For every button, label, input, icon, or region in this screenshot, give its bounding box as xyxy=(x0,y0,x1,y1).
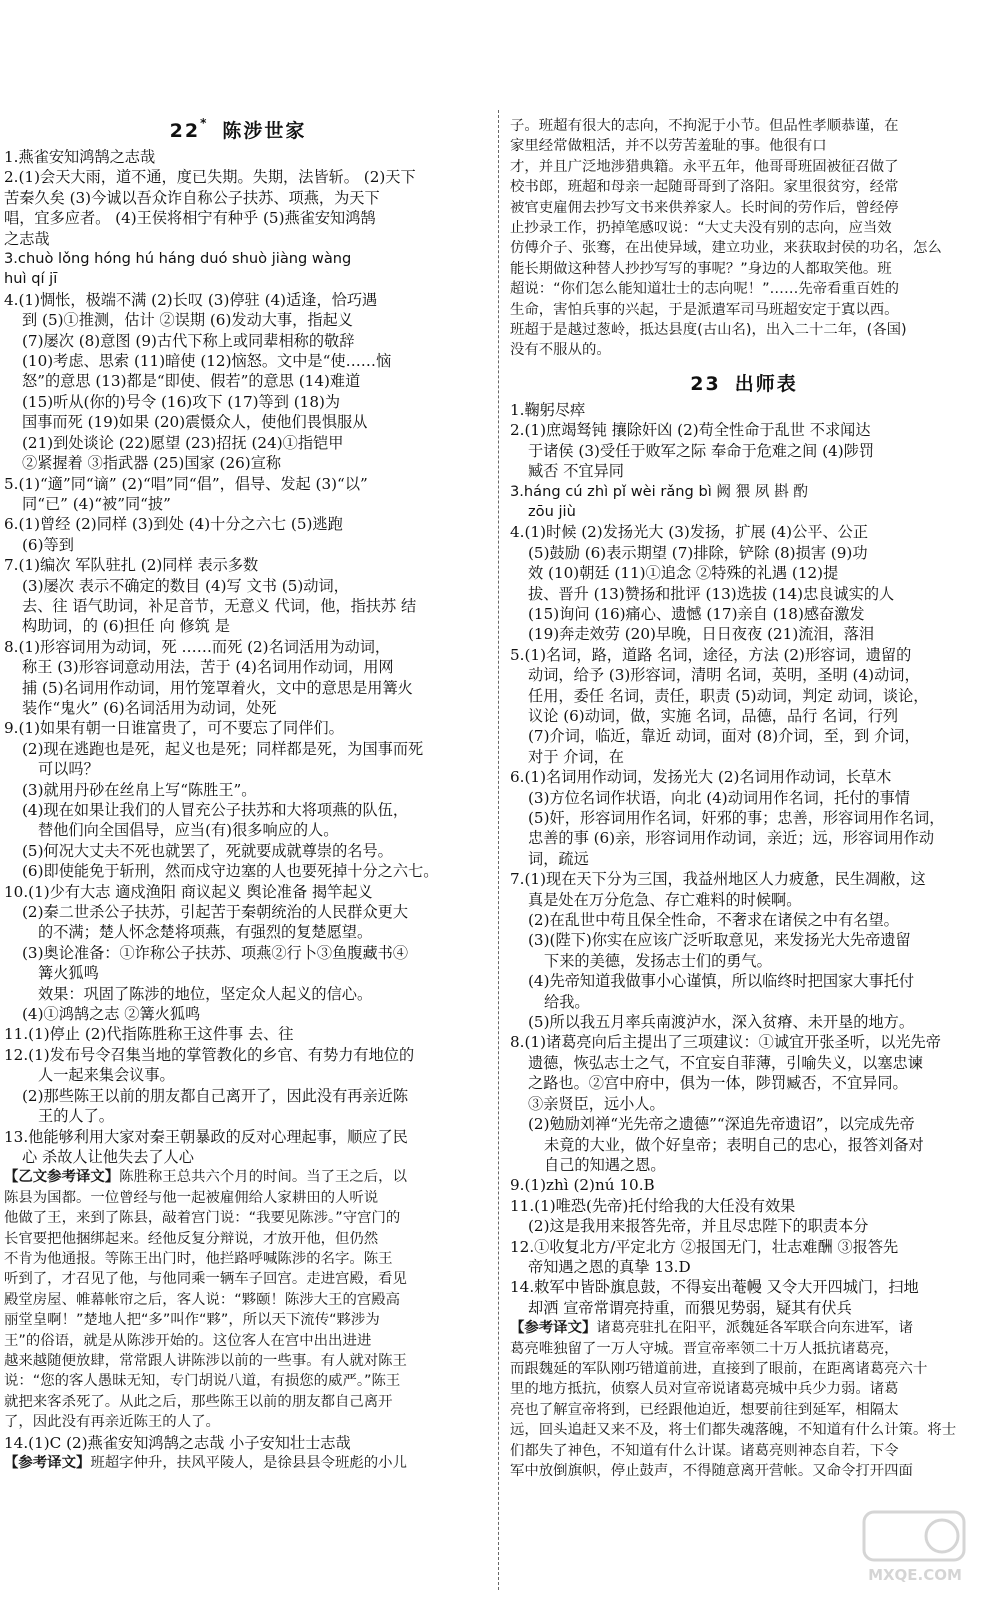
translation-line: 陈县为国都。一位曾经与他一起被雇佣给人家耕田的人听说 xyxy=(4,1189,379,1206)
answer-line: (3)方位名词作状语，向北 (4)动词用作名词，托付的事情 xyxy=(528,788,910,807)
answer-line: (6)等到 xyxy=(22,535,74,554)
answer-line: (4)①鸿鹄之志 ②篝火狐鸣 xyxy=(22,1005,201,1024)
answer-line: 怒”的意思 (13)都是“即使、假若”的意思 (14)难道 xyxy=(22,372,361,391)
answer-line: 捕 (5)名词用作动词，用竹笼罩着火，文中的意思是用篝火 xyxy=(22,678,413,697)
translation-line: 能长期做这种替人抄抄写写的事呢？”身边的人都取笑他。班 xyxy=(510,260,892,277)
translation-line: 才，并且广泛地涉猎典籍。永平五年，他哥哥班固被征召做了 xyxy=(510,158,899,175)
answer-line: 6.(1)名词用作动词，发扬光大 (2)名词用作动词，长草木 xyxy=(510,768,892,787)
translation-tag: 【参考译文】 xyxy=(4,1455,91,1471)
answer-line: (3)就用丹砂在丝帛上写“陈胜王”。 xyxy=(22,780,257,799)
answer-line: 装作“鬼火” (6)名词活用为动词，处死 xyxy=(22,698,277,717)
answer-line: 国事而死 (19)如果 (20)震慑众人，使他们畏惧服从 xyxy=(22,413,368,432)
answer-line: huì qí jī xyxy=(4,270,58,288)
section-title-23 xyxy=(510,369,978,396)
answer-line: 心 杀故人让他失去了人心 xyxy=(22,1147,194,1166)
answer-line: (5)奸，形容词用作名词，奸邪的事；忠善，形容词用作名词， xyxy=(528,809,945,827)
answer-line: 可以吗？ xyxy=(38,760,99,779)
answer-line: 同“已” (4)“被”同“披” xyxy=(22,494,171,513)
answer-line: (15)听从(你的)号令 (16)攻下 (17)等到 (18)为 xyxy=(22,392,341,411)
section-title-text: 出师表 xyxy=(734,372,798,395)
answer-line: 之志哉 xyxy=(4,229,50,248)
translation-line: 亮也了解宣帝将到，已经跟他迫近，想要前往到延军，相隔太 xyxy=(510,1401,899,1418)
translation-line: 超说：“你们怎么能知道壮士的志向呢！”……先帝看重百姓的 xyxy=(510,281,900,298)
answer-line: 到 (5)①推测，估计 ②误期 (6)发动大事，指起义 xyxy=(22,311,353,330)
answer-line: zōu jiù xyxy=(528,502,576,520)
answer-line: (4)现在如果让我们的人冒充公子扶苏和大将项燕的队伍， xyxy=(22,801,409,819)
answer-line: 对于 介词，在 xyxy=(528,747,624,766)
translation-line: 殿堂房屋、帷幕帐帘之后，客人说：“夥颐！陈涉大王的宫殿高 xyxy=(4,1291,401,1308)
answer-line: (19)奔走效劳 (20)早晚，日日夜夜 (21)流泪，落泪 xyxy=(528,625,875,644)
section-number xyxy=(169,116,209,142)
answer-line: (10)考虑、思索 (11)暗使 (12)恼怒。文中是“使……恼 xyxy=(22,352,392,371)
answer-line: 议论 (6)动词，做，实施 名词，品德，品行 名词，行列 xyxy=(528,706,899,725)
translation-line: 说：“您的客人愚昧无知，专门胡说八道，有损您的威严。”陈王 xyxy=(4,1373,401,1390)
answer-line: 构助词，的 (6)担任 向 修筑 是 xyxy=(22,617,230,636)
answer-line: 2.(1)庶竭驽钝 攘除奸凶 (2)苟全性命于乱世 不求闻达 xyxy=(510,421,871,440)
translation-line: 了，因此没有再亲近陈王的人了。 xyxy=(4,1414,220,1431)
answer-line: 篝火狐鸣 xyxy=(38,964,99,983)
section-number: 23 xyxy=(690,372,721,395)
answer-line: 9.(1)如果有朝一日谁富贵了，可不要忘了同伴们。 xyxy=(4,719,344,738)
answer-line: 下来的美德，发扬志士们的勇气。 xyxy=(544,951,772,970)
answer-line: 的不满；楚人怀念楚将项燕，有强烈的复楚愿望。 xyxy=(38,923,373,942)
answer-line: 称王 (3)形容词意动用法，苦于 (4)名词用作动词，用网 xyxy=(22,658,394,677)
answer-line: (7)屡次 (8)意图 (9)古代下称上或同辈相称的敬辞 xyxy=(22,331,355,350)
answer-line: (3)(陛下)你实在应该广泛听取意见，来发扬光大先帝遗留 xyxy=(528,931,911,950)
left-column xyxy=(4,112,472,1473)
answer-line: 12.(1)发布号令召集当地的掌管教化的乡官、有势力有地位的 xyxy=(4,1045,415,1064)
answer-line: 1.鞠躬尽瘁 xyxy=(510,400,586,419)
right-answer-lines xyxy=(510,400,978,1482)
answer-line: 9.(1)zhì (2)nú 10.B xyxy=(510,1176,655,1195)
translation-line: 不肯为他通报。等陈王出门时，他拦路呼喊陈涉的名字。陈王 xyxy=(4,1250,393,1267)
answer-line: (6)即使能免于斩刑，然而戍守边塞的人也要死掉十分之六七。 xyxy=(22,862,439,881)
translation-line: 葛亮唯独留了一万人守城。晋宣帝率领二十万人抵抗诸葛亮， xyxy=(510,1340,899,1357)
answer-line: 词，疏远 xyxy=(528,849,589,868)
translation-line: 仿傅介子、张骞，在出使异域，建立功业，来获取封侯的功名，怎么 xyxy=(510,240,942,257)
answer-line: 自己的知遇之恩。 xyxy=(544,1155,666,1174)
translation-line: 被官吏雇佣去抄写文书来供养家人。长时间的劳作后，曾经停 xyxy=(510,199,899,216)
translation-line: 校书郎，班超和母亲一起随哥哥到了洛阳。家里很贫穷，经常 xyxy=(510,179,899,196)
answer-line: 7.(1)编次 军队驻扎 (2)同样 表示多数 xyxy=(4,556,259,575)
answer-line: ③亲贤臣，远小人。 xyxy=(528,1094,665,1113)
translation-line: 他做了王，来到了陈县，敲着宫门说：“我要见陈涉。”守宫门的 xyxy=(4,1210,401,1227)
answer-line: 5.(1)“適”同“谪” (2)“唱”同“倡”，倡导、发起 (3)“以” xyxy=(4,474,368,493)
answer-line: 14.(1)C (2)燕雀安知鸿鹄之志哉 小子安知壮士志哉 xyxy=(4,1433,351,1452)
answer-line: (2)勉励刘禅“光先帝之遗德”“深追先帝遗诏”，以完成先帝 xyxy=(528,1115,915,1134)
answer-line: 于诸侯 (3)受任于败军之际 奉命于危难之间 (4)陟罚 xyxy=(528,441,875,460)
answer-line: 3.chuò lǒng hóng hú háng duó shuò jiàng wàng xyxy=(4,250,352,268)
translation-line: 远，回头追赶又来不及，将士们都失魂落魄，不知道有什么计策。将士 xyxy=(510,1422,957,1439)
translation-line: 军中放倒旗帜，停止鼓声，不得随意离开营帐。又命令打开四面 xyxy=(510,1463,913,1479)
translation-line: 子。班超有很大的志向，不拘泥于小节。但品性孝顺恭谨，在 xyxy=(510,118,899,134)
translation-line: 【参考译文】诸葛亮驻扎在阳平，派魏延各军联合向东进军，诸 xyxy=(510,1320,913,1337)
answer-line: 却洒 宣帝常谓亮持重，而猥见势弱，疑其有伏兵 xyxy=(528,1298,852,1317)
answer-line: 给我。 xyxy=(544,992,590,1011)
answer-line: 14.敕军中皆卧旗息鼓，不得妄出菴幔 又令大开四城门，扫地 xyxy=(510,1278,919,1297)
answer-line: (3)屡次 表示不确定的数目 (4)写 文书 (5)动词， xyxy=(22,576,349,595)
answer-line: 4.(1)时候 (2)发扬光大 (3)发扬，扩展 (4)公平、公正 xyxy=(510,523,869,542)
translation-line: 里的地方抵抗，侦察人员对宣帝说诸葛亮城中兵少力弱。诸葛 xyxy=(510,1381,899,1398)
translation-line: 生命，害怕兵事的兴起，于是派遣军司马班超安定于寘以西。 xyxy=(510,301,899,318)
answer-line: 11.(1)停止 (2)代指陈胜称王这件事 去、往 xyxy=(4,1025,294,1044)
translation-line: 而跟魏延的军队刚巧错道前进，直接到了眼前，在距离诸葛亮六十 xyxy=(510,1360,928,1377)
answer-line: 臧否 不宜异同 xyxy=(528,462,624,481)
answer-line: 效果：巩固了陈涉的地位，坚定众人起义的信心。 xyxy=(38,984,373,1003)
answer-line: (3)奥论准备：①诈称公子扶苏、项燕②行卜③鱼腹藏书④ xyxy=(22,943,409,962)
watermark-text: MXQE.COM xyxy=(868,1566,962,1584)
answer-line: 效 (10)朝廷 (11)①追念 ②特殊的礼遇 (12)提 xyxy=(528,564,839,583)
answer-line: (2)在乱世中苟且保全性命，不奢求在诸侯之中有名望。 xyxy=(528,911,899,930)
translation-line: 【参考译文】班超字仲升，扶风平陵人，是徐县县令班彪的小儿 xyxy=(4,1455,407,1471)
left-answer-lines xyxy=(4,147,472,1473)
translation-line: 听到了，才召见了他，与他同乘一辆车子回宫。走进宫殿，看见 xyxy=(4,1271,407,1288)
section-title-22 xyxy=(4,116,472,143)
translation-line: 长官要把他捆绑起来。经他反复分辩说，才放开他，但仍然 xyxy=(4,1230,379,1247)
answer-line: 11.(1)唯恐(先帝)托付给我的大任没有效果 xyxy=(510,1196,796,1215)
translation-tag: 【乙文参考译文】 xyxy=(4,1169,120,1186)
translation-line: 们都失了神色，不知道有什么计谋。诸葛亮则神态自若，下令 xyxy=(510,1442,899,1459)
answer-line: 去、往 语气助词，补足音节，无意义 代词，他，指扶苏 结 xyxy=(22,596,417,615)
answer-line: (2)这是我用来报答先帝，并且尽忠陛下的职责本分 xyxy=(528,1217,869,1236)
answer-line: 10.(1)少有大志 適戍渔阳 商议起义 舆论准备 揭竿起义 xyxy=(4,882,373,901)
section-title-text: 陈涉世家 xyxy=(222,120,307,142)
watermark-logo-icon xyxy=(860,1508,970,1586)
answer-line: 3.háng cú zhì pǐ wèi rǎng bì 阙 猥 夙 斟 酌 xyxy=(510,482,808,500)
translation-line: 王”的俗语，就是从陈涉开始的。这位客人在宫中出出进进 xyxy=(4,1332,372,1349)
section-star: * xyxy=(200,116,209,130)
answer-line: 人一起来集会议事。 xyxy=(38,1066,175,1085)
answer-line: 2.(1)会天大雨，道不通，度已失期。失期，法皆斩。 (2)天下 xyxy=(4,168,416,187)
answer-line: 苦秦久矣 (3)今诚以吾众诈自称公子扶苏、项燕，为天下 xyxy=(4,188,380,207)
answer-line: 帝知遇之恩的真挚 13.D xyxy=(528,1257,691,1276)
answer-line: 任用，委任 名词，责任，职责 (5)动词，判定 动词，谈论， xyxy=(528,686,929,705)
answer-line: (2)现在逃跑也是死，起义也是死；同样都是死，为国事而死 xyxy=(22,739,424,758)
translation-line: 丽堂皇啊！”楚地人把“多”叫作“夥”，所以天下流传“夥涉为 xyxy=(4,1312,380,1329)
answer-line: (21)到处谈论 (22)愿望 (23)招抚 (24)①指铠甲 xyxy=(22,433,344,452)
answer-line: 13.他能够利用大家对秦王朝暴政的反对心理起事，顺应了民 xyxy=(4,1127,408,1146)
translation-line: 班超于是越过葱岭，抵达县度(古山名)，出入二十二年，(各国) xyxy=(510,322,907,339)
translation-tag: 【参考译文】 xyxy=(510,1320,597,1337)
section-number-text: 22 xyxy=(169,120,201,142)
answer-line: 7.(1)现在天下分为三国，我益州地区人力疲惫，民生凋敝，这 xyxy=(510,870,926,889)
right-column xyxy=(510,116,978,1481)
translation-line: 就把来客杀死了。从此之后，那些陈王以前的朋友都自己离开 xyxy=(4,1393,393,1410)
answer-line: 1.燕雀安知鸿鹄之志哉 xyxy=(4,148,156,166)
answer-line: 王的人了。 xyxy=(38,1107,114,1126)
answer-line: 忠善的事 (6)亲，形容词用作动词，亲近；远，形容词用作动 xyxy=(528,829,935,848)
answer-line: (15)询问 (16)痛心、遗憾 (17)亲自 (18)感奋激发 xyxy=(528,604,865,623)
answer-line: 之路也。②宫中府中，俱为一体，陟罚臧否，不宜异同。 xyxy=(528,1074,908,1093)
answer-line: (5)所以我五月率兵南渡泸水，深入贫瘠、未开垦的地方。 xyxy=(528,1013,915,1032)
translation-line: 【乙文参考译文】陈胜称王总共六个月的时间。当了王之后，以 xyxy=(4,1169,407,1186)
answer-line: 8.(1)形容词用为动词，死 ……而死 (2)名词活用为动词， xyxy=(4,637,391,656)
answer-line: 真是处在万分危急、存亡难料的时候啊。 xyxy=(528,890,802,909)
answer-line: 未竟的大业，做个好皇帝；表明自己的忠心，报答刘备对 xyxy=(544,1135,924,1154)
answer-line: 唱，宜多应者。 (4)王侯将相宁有种乎 (5)燕雀安知鸿鹄 xyxy=(4,209,376,228)
answer-line: (7)介词，临近，靠近 动词，面对 (8)介词，至，到 介词， xyxy=(528,727,920,746)
answer-line: 替他们向全国倡导，应当(有)很多响应的人。 xyxy=(38,821,339,840)
answer-line: 拔、晋升 (13)赞扬和批评 (13)选拔 (14)忠良诚实的人 xyxy=(528,584,895,603)
answer-line: (5)鼓励 (6)表示期望 (7)排除，铲除 (8)损害 (9)功 xyxy=(528,543,868,562)
answer-line: ②紧握着 ③指武器 (25)国家 (26)宣称 xyxy=(22,454,282,473)
answer-line: 5.(1)名词，路，道路 名词，途径，方法 (2)形容词，遗留的 xyxy=(510,645,912,664)
answer-line: 动词，给予 (3)形容词，清明 名词，英明，圣明 (4)动词， xyxy=(528,666,920,685)
answer-line: (2)那些陈王以前的朋友都自己离开了，因此没有再亲近陈 xyxy=(22,1086,409,1105)
answer-line: 4.(1)惆怅，极端不满 (2)长叹 (3)停驻 (4)适逢，恰巧遇 xyxy=(4,290,378,309)
answer-line: 遗德，恢弘志士之气，不宜妄自菲薄，引喻失义，以塞忠谏 xyxy=(528,1053,923,1072)
answer-line: 6.(1)曾经 (2)同样 (3)到处 (4)十分之六七 (5)逃跑 xyxy=(4,515,343,534)
answer-line: (4)先帝知道我做事小心谨慎，所以临终时把国家大事托付 xyxy=(528,972,915,991)
answer-line: (5)何况大丈夫不死也就罢了，死就要成就尊崇的名号。 xyxy=(22,841,393,860)
answer-line: (2)秦二世杀公子扶苏，引起苦于秦朝统治的人民群众更大 xyxy=(22,903,409,922)
answer-line: 12.①收复北方/平定北方 ②报国无门，壮志难酬 ③报答先 xyxy=(510,1237,899,1256)
answer-line: 8.(1)诸葛亮向后主提出了三项建议：①诚宜开张圣听，以光先帝 xyxy=(510,1033,941,1052)
column-divider xyxy=(498,110,499,1590)
translation-line: 越来越随便放肆，常常跟人讲陈涉以前的一些事。有人就对陈王 xyxy=(4,1352,407,1369)
right-translation-continued xyxy=(510,116,978,361)
translation-line: 家里经常做粗活，并不以劳苦羞耻的事。他很有口 xyxy=(510,138,827,155)
translation-line: 没有不服从的。 xyxy=(510,342,611,359)
translation-line: 止抄录工作，扔掉笔感叹说：“大丈夫没有别的志向，应当效 xyxy=(510,220,892,237)
